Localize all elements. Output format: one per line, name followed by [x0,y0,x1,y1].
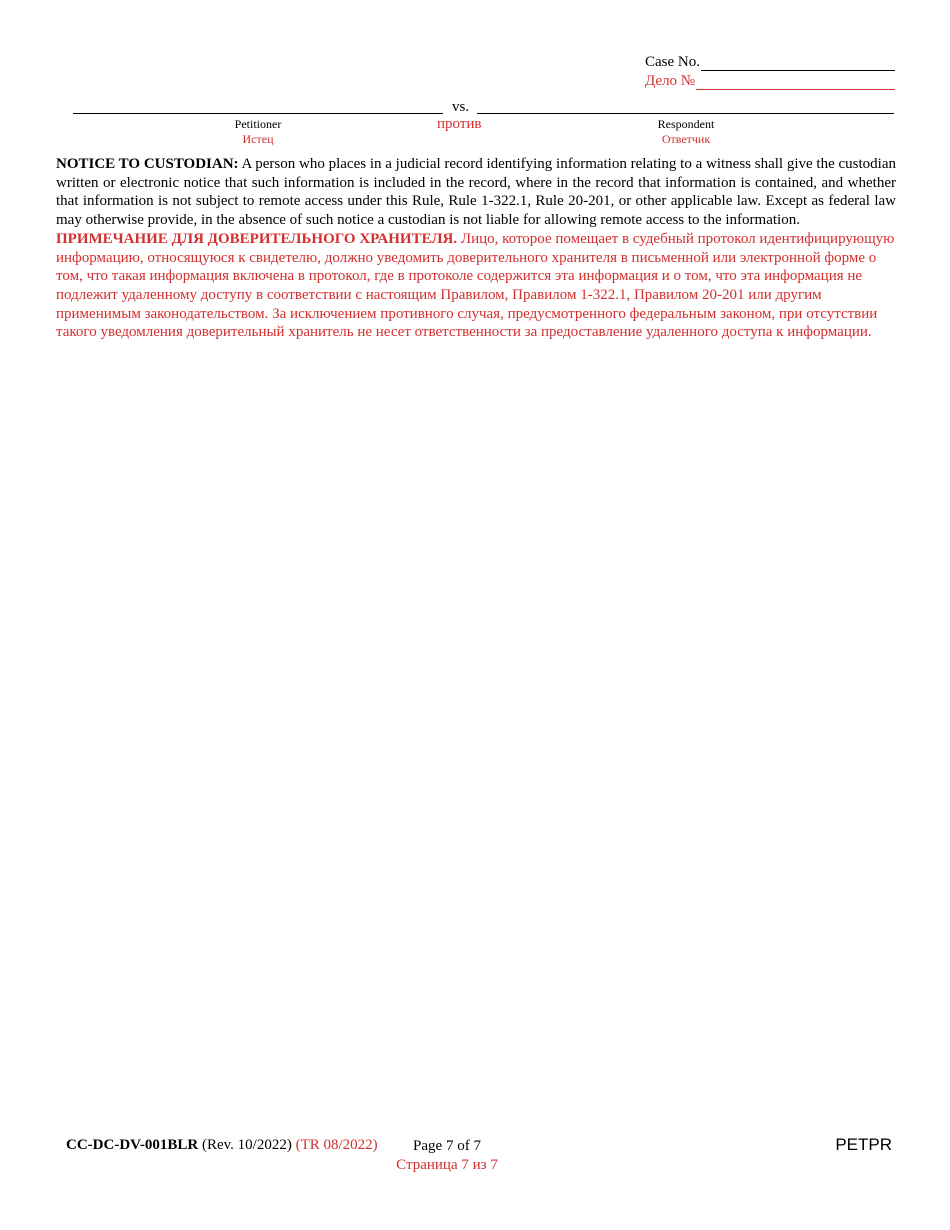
respondent-caption [616,117,756,147]
case-number-label-ru: Дело № [645,73,696,89]
page-number [395,1137,499,1175]
form-id: PETPR [835,1135,892,1154]
petitioner-label-ru: Истец [242,132,274,146]
form-code [66,1137,378,1154]
notice-english [56,155,896,230]
case-number-block [645,52,895,90]
petitioner-label: Petitioner [234,117,282,131]
notice-body-en: A person who places in a judicial record identifying information relating to a witness shall give the custodian written or electronic notice that such information is included in the record, where in the record that information is contained, and whether that information is not subject to remote access under this Rule, Rule 1-322.1, Rule 20-201, or other applicable law. Except as federal law may otherwise provide, in the absence of such notice a custodian is not liable for allowing remote access to the information. [56,156,896,229]
vs-label: vs. [452,99,470,115]
form-translation-revision: (TR 08/2022) [295,1137,378,1153]
petitioner-field[interactable] [73,113,443,114]
respondent-label: Respondent [657,117,715,131]
form-revision: (Rev. 10/2022) [201,1137,292,1153]
form-code-id: CC-DC-DV-001BLR [66,1137,199,1153]
notice-to-custodian [56,155,896,342]
case-number-label: Case No. [645,54,700,70]
notice-title-ru: ПРИМЕЧАНИЕ ДЛЯ ДОВЕРИТЕЛЬНОГО ХРАНИТЕЛЯ. [56,230,458,247]
notice-title-en: NOTICE TO CUSTODIAN: [56,156,239,172]
case-number-row [645,52,895,71]
page-number-en: Page 7 of 7 [413,1138,481,1154]
notice-body-ru: Лицо, которое помещает в судебный протокол идентифицирующую информацию, относящуюся к свидетелю, должно уведомить доверительного хранителя в письменной или электронной форме о том, что такая информация включена в протокол, где в протоколе содержится эта информация и о том, что эта информация не подлежит удаленному доступу в соответствии с настоящим Правилом, Правилом 1-322.1, Правилом 20-201 или другим применимым законодательством. За исключением противного случая, предусмотренного федеральным законом, при отсутствии такого уведомления доверительный хранитель не несет ответственности за предоставление удаленного доступа к информации. [56,230,895,341]
page-number-ru: Страница 7 из 7 [396,1157,498,1173]
notice-russian [56,230,896,342]
vs-label-ru: против [437,116,482,132]
respondent-field[interactable] [477,113,894,114]
case-number-field[interactable] [701,56,895,71]
case-number-field-ru[interactable] [696,75,895,90]
case-number-row-ru [645,71,895,90]
respondent-label-ru: Ответчик [661,132,711,146]
petitioner-caption [188,117,328,147]
